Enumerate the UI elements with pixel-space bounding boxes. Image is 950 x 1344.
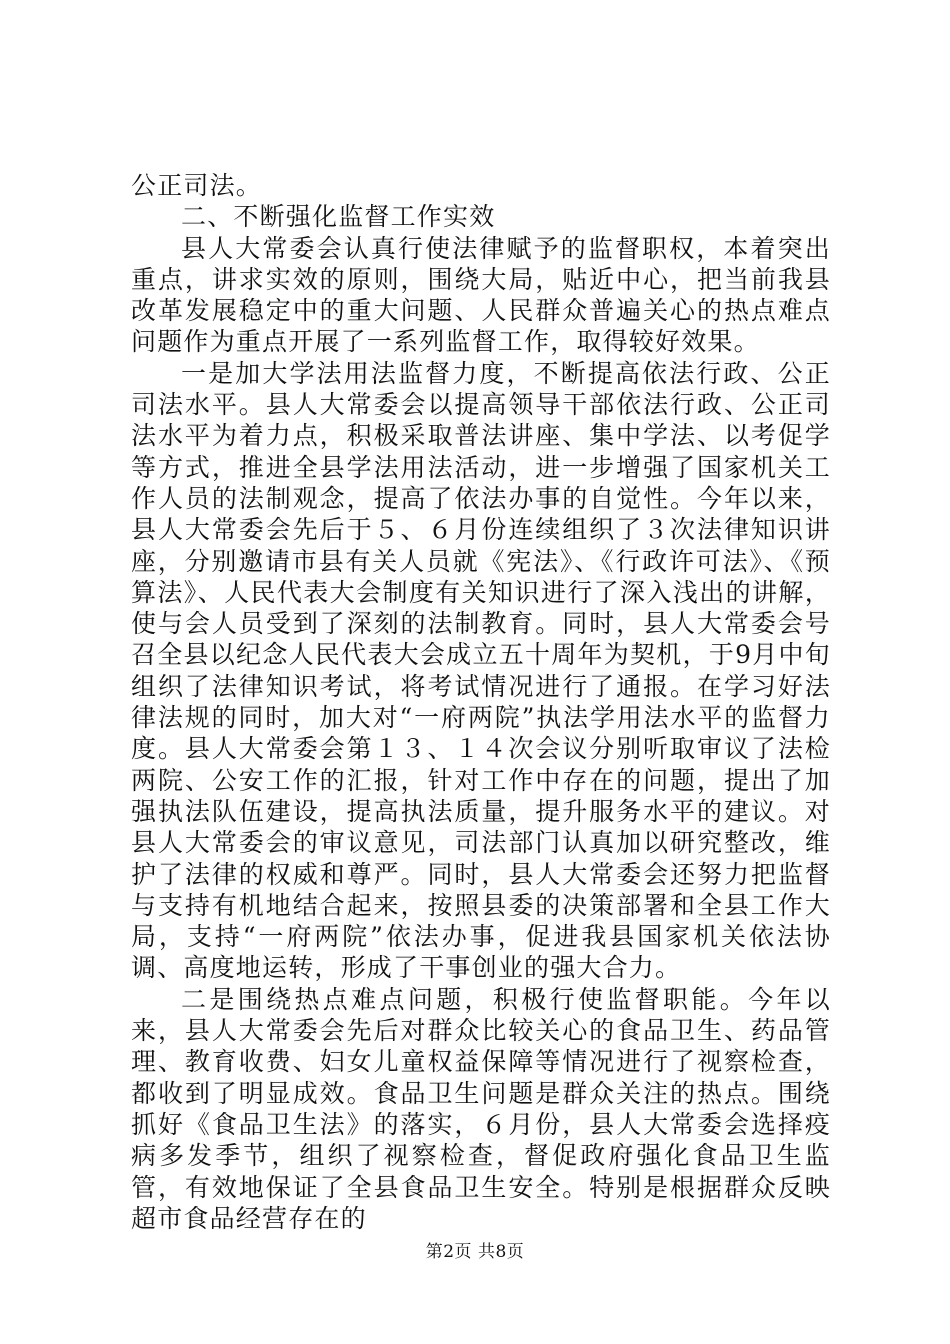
paragraph-point-one: 一是加大学法用法监督力度，不断提高依法行政、公正司法水平。县人大常委会以提高领导干部依法行政、公正司法水平为着力点，积极采取普法讲座、集中学法、以考促学等方式，推进全县学法用法活动，进一步增强了国家机关工作人员的法制观念，提高了依法办事的自觉性。今年以来，县人大常委会先后于５、６月份连续组织了３次法律知识讲座，分别邀请市县有关人员就《宪法》、《行政许可法》、《预算法》、人民代表大会制度有关知识进行了深入浅出的讲解，使与会人员受到了深刻的法制教育。同时，县人大常委会号召全县以纪念人民代表大会成立五十周年为契机，于9月中旬组织了法律知识考试，将考试情况进行了通报。在学习好法律法规的同时，加大对“一府两院”执法学用法水平的监督力度。县人大常委会第１３、１４次会议分别听取审议了法检两院、公安工作的汇报，针对工作中存在的问题，提出了加强执法队伍建设，提高执法质量，提升服务水平的建议。对县人大常委会的审议意见，司法部门认真加以研究整改，维护了法律的权威和尊严。同时，县人大常委会还努力把监督与支持有机地结合起来，按照县委的决策部署和全县工作大局，支持“一府两院”依法办事，促进我县国家机关依法协调、高度地运转，形成了干事创业的强大合力。 — [131, 358, 831, 983]
document-body — [131, 170, 831, 1234]
paragraph-intro: 县人大常委会认真行使法律赋予的监督职权，本着突出重点，讲求实效的原则，围绕大局，贴近中心，把当前我县改革发展稳定中的重大问题、人民群众普遍关心的热点难点问题作为重点开展了一系列监督工作，取得较好效果。 — [131, 233, 831, 357]
page-number-footer: 第2页 共8页 — [425, 1242, 525, 1262]
paragraph-continuation: 公正司法。 — [131, 171, 263, 200]
section-heading: 二、不断强化监督工作实效 — [181, 202, 496, 232]
paragraph-point-two: 二是围绕热点难点问题，积极行使监督职能。今年以来，县人大常委会先后对群众比较关心的食品卫生、药品管理、教育收费、妇女儿童权益保障等情况进行了视察检查，都收到了明显成效。食品卫生问题是群众关注的热点。围绕抓好《食品卫生法》的落实，６月份，县人大常委会选择疫病多发季节，组织了视察检查，督促政府强化食品卫生监管，有效地保证了全县食品卫生安全。特别是根据群众反映超市食品经营存在的 — [131, 984, 831, 1233]
